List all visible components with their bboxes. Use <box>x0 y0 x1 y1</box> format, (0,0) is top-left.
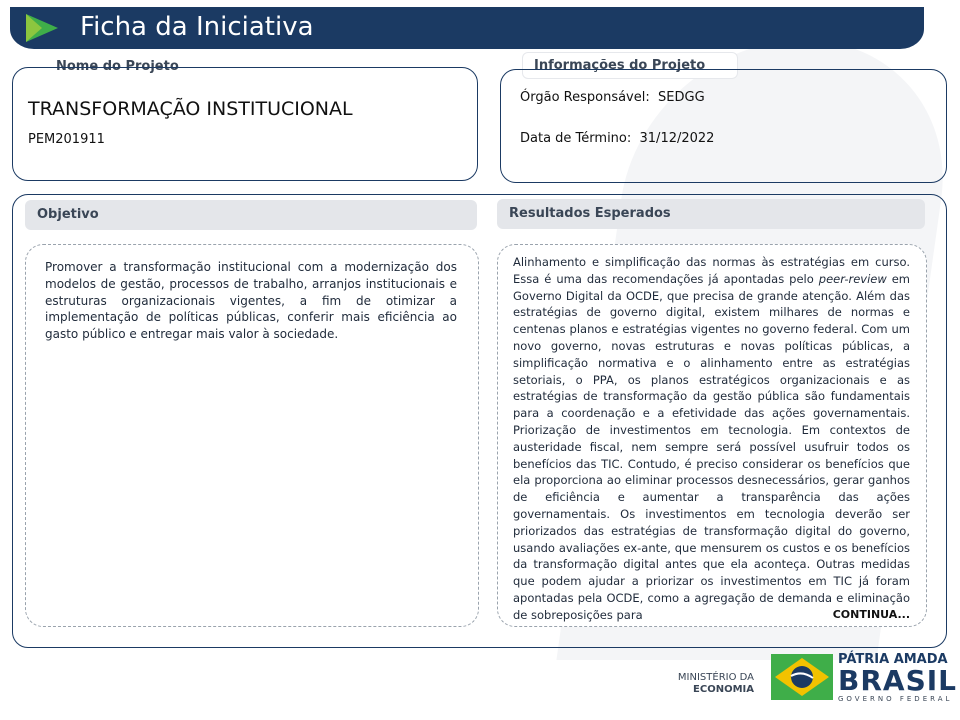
project-info-panel <box>500 69 947 183</box>
results-text-emphasis: peer-review <box>818 271 887 286</box>
ministry-line1: MINISTÉRIO DA <box>677 672 754 683</box>
objective-text: Promover a transformação institucional com a modernização dos modelos de gestão, processos de trabalho, arranjos institucionais e estruturas organizacionais vigentes, a fim de otimizar a implementação de políticas públicas, conferir mais eficiência ao gasto público e entregar mais valor à sociedade. <box>45 260 457 342</box>
results-text-part2: em Governo Digital da OCDE, que precisa de grande atenção. Além das estratégias de governo digital, existem milhares de normas e centenas planos e estratégias vigentes no governo federal. Com um novo governo, novas estruturas e novas políticas públicas, a simplificação normativa e o alinhamento entre as estratégias setoriais, o PPA, os planos estratégicos organizacionais e as estratégias de transformação da gestão pública são fundamentais para a coordenação e a efetividade das ações governamentais. Priorização de investimentos em tecnologia. Em contextos de austeridade fiscal, nem sempre será possível usufruir todos os benefícios das TIC. Contudo, é preciso considerar os benefícios que ela proporciona ao eliminar processos desnecessários, gerar ganhos de eficiência e aumentar a transparência das ações governamentais. Os investimentos em tecnologia deverão ser priorizados das estratégias de transformação digital do governo, usando avaliações ex-ante, que mensurem os custos e os benefícios da transformação digital antes que ela aconteça. Outras medidas que podem ajudar a priorizar os investimentos em TIC já foram apontadas pela OCDE, como a agregação de demanda e eliminação de sobreposições para <box>513 271 911 622</box>
brazil-flag-icon <box>771 654 833 700</box>
project-info-label: Informações do Projeto <box>522 52 738 79</box>
project-code: PEM201911 <box>28 132 105 147</box>
brand-sub-text: GOVERNO FEDERAL <box>838 695 953 703</box>
project-name-panel <box>12 67 478 181</box>
end-date-label: Data de Término: <box>520 131 632 146</box>
objective-label: Objetivo <box>37 207 99 222</box>
page-title: Ficha da Iniciativa <box>80 12 314 42</box>
project-name-label: Nome do Projeto <box>44 59 191 74</box>
organ-label: Órgão Responsável: <box>520 90 650 105</box>
brand-logo <box>838 653 957 704</box>
brand-main-text: BRASIL <box>838 664 957 697</box>
organ-value: SEDGG <box>658 90 705 105</box>
results-text-part1: Alinhamento e simplificação das normas às estratégias em curso. Essa é uma das recomendações já apontadas pelo <box>513 255 910 286</box>
header-bar <box>10 7 924 49</box>
ministry-line2: ECONOMIA <box>693 684 754 695</box>
end-date-value: 31/12/2022 <box>639 131 715 146</box>
brand-top-text: PÁTRIA AMADA <box>838 652 948 667</box>
play-arrow-icon <box>24 12 60 44</box>
content-panel <box>12 194 947 648</box>
project-name: TRANSFORMAÇÃO INSTITUCIONAL <box>28 98 353 120</box>
continue-link[interactable]: CONTINUA... <box>832 608 910 621</box>
results-label: Resultados Esperados <box>509 206 671 221</box>
ministry-logo <box>668 672 754 696</box>
